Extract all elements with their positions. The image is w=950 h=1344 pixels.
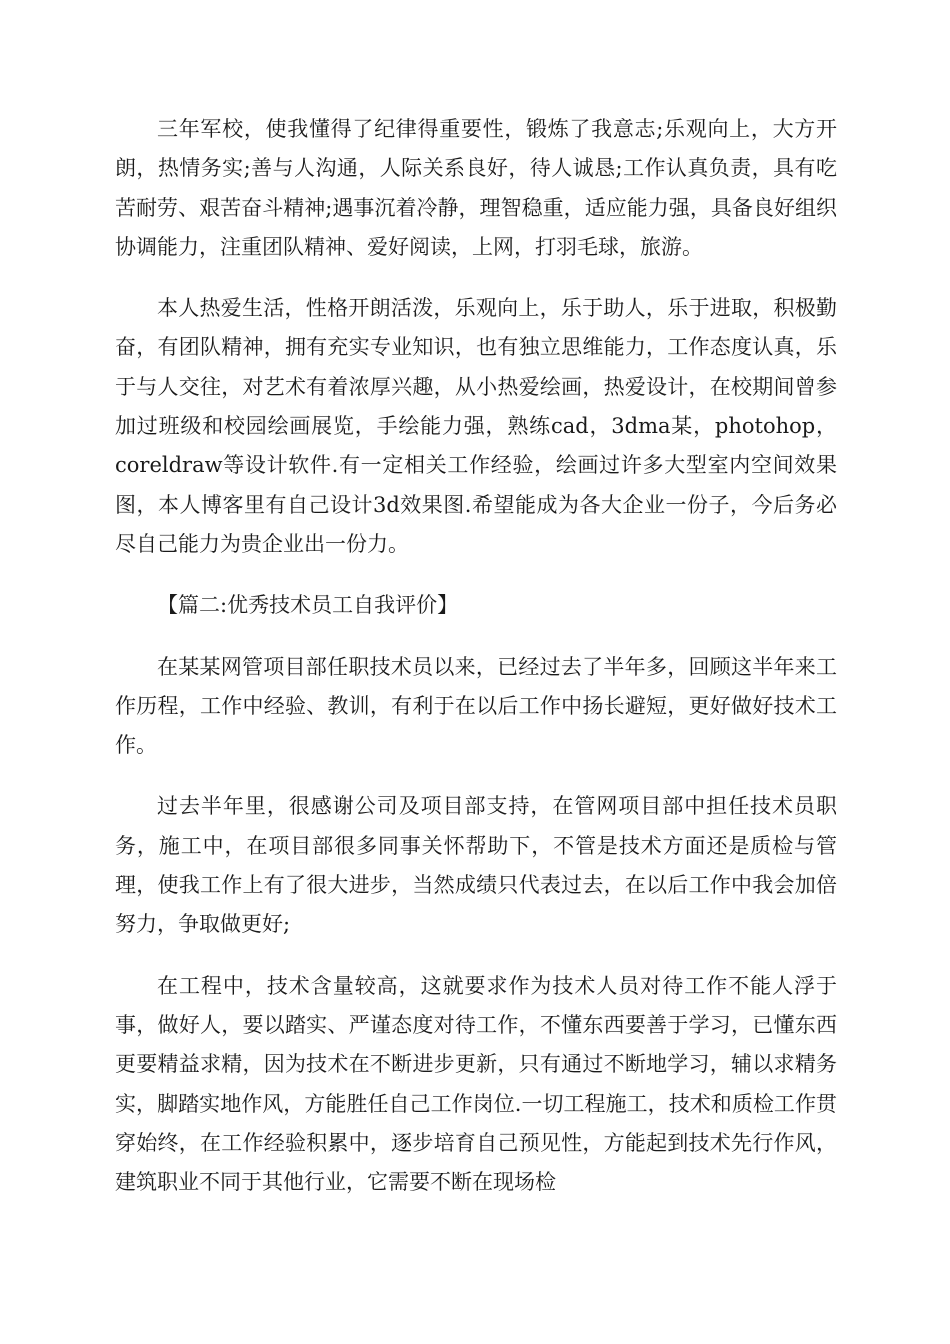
document-body (115, 110, 837, 1224)
paragraph-personal-intro: 本人热爱生活，性格开朗活泼，乐观向上，乐于助人，乐于进取，积极勤奋，有团队精神，拥有充实专业知识，也有独立思维能力，工作态度认真，乐于与人交往，对艺术有着浓厚兴趣，从小热爱绘画，热爱设计，在校期间曾参加过班级和校园绘画展览，手绘能力强，熟练cad，3dma某，photohop，coreldraw等设计软件.有一定相关工作经验，绘画过许多大型室内空间效果图，本人博客里有自己设计3d效果图.希望能成为各大企业一份子，今后务必尽自己能力为贵企业出一份力。 (115, 296, 837, 556)
section-heading: 【篇二:优秀技术员工自我评价】 (157, 593, 459, 618)
paragraph-tenure: 在某某网管项目部任职技术员以来，已经过去了半年多，回顾这半年来工作历程，工作中经验、教训，有利于在以后工作中扬长避短，更好做好技术工作。 (115, 654, 837, 758)
paragraph-past-half-year: 过去半年里，很感谢公司及项目部支持，在管网项目部中担任技术员职务，施工中，在项目部很多同事关怀帮助下，不管是技术方面还是质检与管理，使我工作上有了很大进步，当然成绩只代表过去，在以后工作中我会加倍努力，争取做更好; (115, 794, 837, 937)
paragraph-engineering: 在工程中，技术含量较高，这就要求作为技术人员对待工作不能人浮于事，做好人，要以踏实、严谨态度对待工作，不懂东西要善于学习，已懂东西更要精益求精，因为技术在不断进步更新，只有通过不断地学习，辅以求精务实，脚踏实地作风，方能胜任自己工作岗位.一切工程施工，技术和质检工作贯穿始终，在工作经验积累中，逐步培育自己预见性，方能起到技术先行作风，建筑职业不同于其他行业，它需要不断在现场检 (115, 973, 837, 1195)
paragraph-military-school: 三年军校，使我懂得了纪律得重要性，锻炼了我意志;乐观向上，大方开朗，热情务实;善与人沟通，人际关系良好，待人诚恳;工作认真负责，具有吃苦耐劳、艰苦奋斗精神;遇事沉着冷静，理智稳重，适应能力强，具备良好组织协调能力，注重团队精神、爱好阅读，上网，打羽毛球，旅游。 (115, 117, 837, 259)
